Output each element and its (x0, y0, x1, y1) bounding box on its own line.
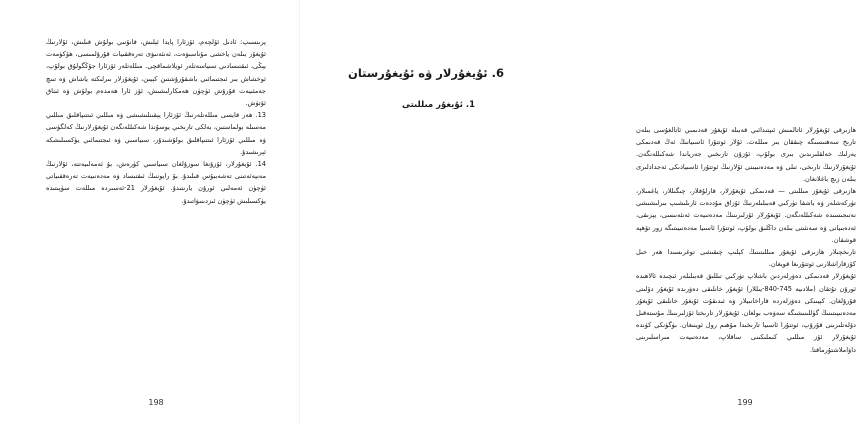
section-title: 1. ئۇيغۇر مىللىتى (401, 100, 475, 110)
right-paragraph-3: تارىخچىلار ھازىرقى ئۇيغۇر مىللىتىنىڭ كېلىپ چىقىشى توغرىسىدا ھەر خىل كۆزقاراشلارنى ئوتتۇرىغا قويغان. (636, 248, 856, 269)
right-page-number: 199 (737, 398, 753, 407)
left-page-body (46, 36, 266, 207)
chapter-title: 6. ئۇيغۇرلار ۋە ئۇيغۇرستان (348, 66, 504, 80)
left-page-number: 198 (148, 398, 164, 407)
right-page-body (636, 124, 856, 356)
right-page (300, 0, 856, 424)
right-paragraph-1: ھازىرقى ئۇيغۇرلار ئاتالمىش ئىپتىدائىي قەبىلە ئۇيغۇر قەدىمىي ئاتالغۇسى بىلەن تارىخ سەھنىسىگە چىققان بىر مىللەت. ئۇلار ئوتتۇرا ئاسىيانىڭ ئەڭ قەدىمكى يەرلىك خەلقلىرىدىن بىرى بولۇپ، ئۇزۇن تارىخىي جەرياندا شەكىللەنگەن. ئۇيغۇرلارنىڭ تارىخى، تىلى ۋە مەدەنىيىتى ئۇلارنىڭ ئوتتۇرا ئاسىيادىكى ئەجدادلىرى بىلەن زىچ باغلانغان. (636, 126, 856, 183)
left-paragraph-1: پرىنسىپ: ئادىل ئۆلچەم، ئۆزئارا پايدا ئېلىش، قانۇنىي بولۇش قىلىش، ئۇلارنىڭ ئۇيغۇر بىلەن ياخشى مۇناسىۋەت، ئەنئەنىۋى تەرەققىيات قۇرۇلمىسى، ھۆكۈمەت يېڭى، ئىقتىسادىي سىياسەتلەر ئويلاشماقچى. مىللەتلەر ئۆزئارا جۇڭگولۇق بولۇپ، ئوخشاش بىر ئىجتىمائىي باشقۇرۇشتىن كېيىن، ئۇيغۇرلار بىرلىكتە ياشاش ۋە تىنچ جەمئىيەت قۇرۇش ئۈچۈن ھەمكارلىشىش، ئۆز ئارا ھەمدەم بولۇش ۋە ئىناق ئۆتۈش. (46, 38, 266, 108)
left-paragraph-3: 14. ئۇيغۇرلار، ئۇزۇنغا سوزۇلغان سىياسىي كۈرەش، بۇ ئەمەلىيەتتە، ئۇلارنىڭ مەنپەئەتىنى تەشەببۇس قىلىدۇ. بۇ رايوننىڭ ئىقتىساد ۋە مەدەنىيەت تەرەققىياتى ئۈچۈن ئەمەلىي ئورۇن يارىتىدۇ. ئۇيغۇرلار 21-ئەسىردە مىللەت سۈپىتىدە يۈكسىلىش ئۈچۈن ئىزدىنىۋاتىدۇ. (46, 160, 266, 205)
right-paragraph-4: ئۇيغۇرلار قەدىمكى دەۋرلەردىن باشلاپ تۈركىي تىللىق قەبىلىلەر ئىچىدە ئالاھىدە ئورۇن تۇتقان (ملادىيە 745-840-يىللار) ئۇيغۇر خانلىقى دەۋرىدە ئۇيغۇر دۆلىتى قۇرۇلغان. كېيىنكى دەۋرلەردە قاراخانىيلار ۋە ئىدىقۇت ئۇيغۇر خانلىقى ئۇيغۇر مەدەنىيىتىنىڭ گۈللىنىشىگە سەۋەب بولغان. ئۇيغۇرلار تارىختا ئۆزلىرىنىڭ مۇستەقىل دۆلەتلىرىنى قۇرۇپ، ئوتتۇرا ئاسىيا تارىخىدا مۇھىم رول ئوينىغان. بۈگۈنكى كۈندە ئۇيغۇرلار ئۆز مىللىي كىملىكىنى ساقلاپ، مەدەنىيەت مىراسلىرىنى داۋاملاشتۇرماقتا. (636, 272, 856, 354)
right-paragraph-2: ھازىرقى ئۇيغۇر مىللىتى — قەدىمكى ئۇيغۇرلار، قارلۇقلار، چىگىللار، ياغمىلار، تۈركەشلەر ۋە باشقا تۈركىي قەبىلىلەرنىڭ ئۇزاق مۇددەت ئارىلىشىپ بىرلىشىشى نەتىجىسىدە شەكىللەنگەن. ئۇيغۇرلار ئۆزلىرىنىڭ مەدەنىيەت ئەنئەنىسى، يېزىقى، ئەدەبىياتى ۋە سەنئىتى بىلەن داڭلىق بولۇپ، ئوتتۇرا ئاسىيا مەدەنىيىتىگە زور تۆھپە قوشقان. (636, 187, 856, 244)
left-paragraph-2: 13. ھەر قايسى مىللەتلەرنىڭ ئۆزئارا يېقىنلىشىشى ۋە مىللىي ئىتتىپاقلىق مىللىي مەسىلە بولماستىن، بەلكى تارىخىي يوسۇندا شەكىللەنگەن ئۇيغۇرلارنىڭ كەلگۈسى ۋە مىللىي ئۆزئارا ئىتتىپاقلىق بولۇشىدۇر، سىياسىي ۋە ئىجتىمائىي يۈكسىلىشكە ئېرىشىدۇ. (46, 111, 266, 156)
left-page (0, 0, 300, 424)
